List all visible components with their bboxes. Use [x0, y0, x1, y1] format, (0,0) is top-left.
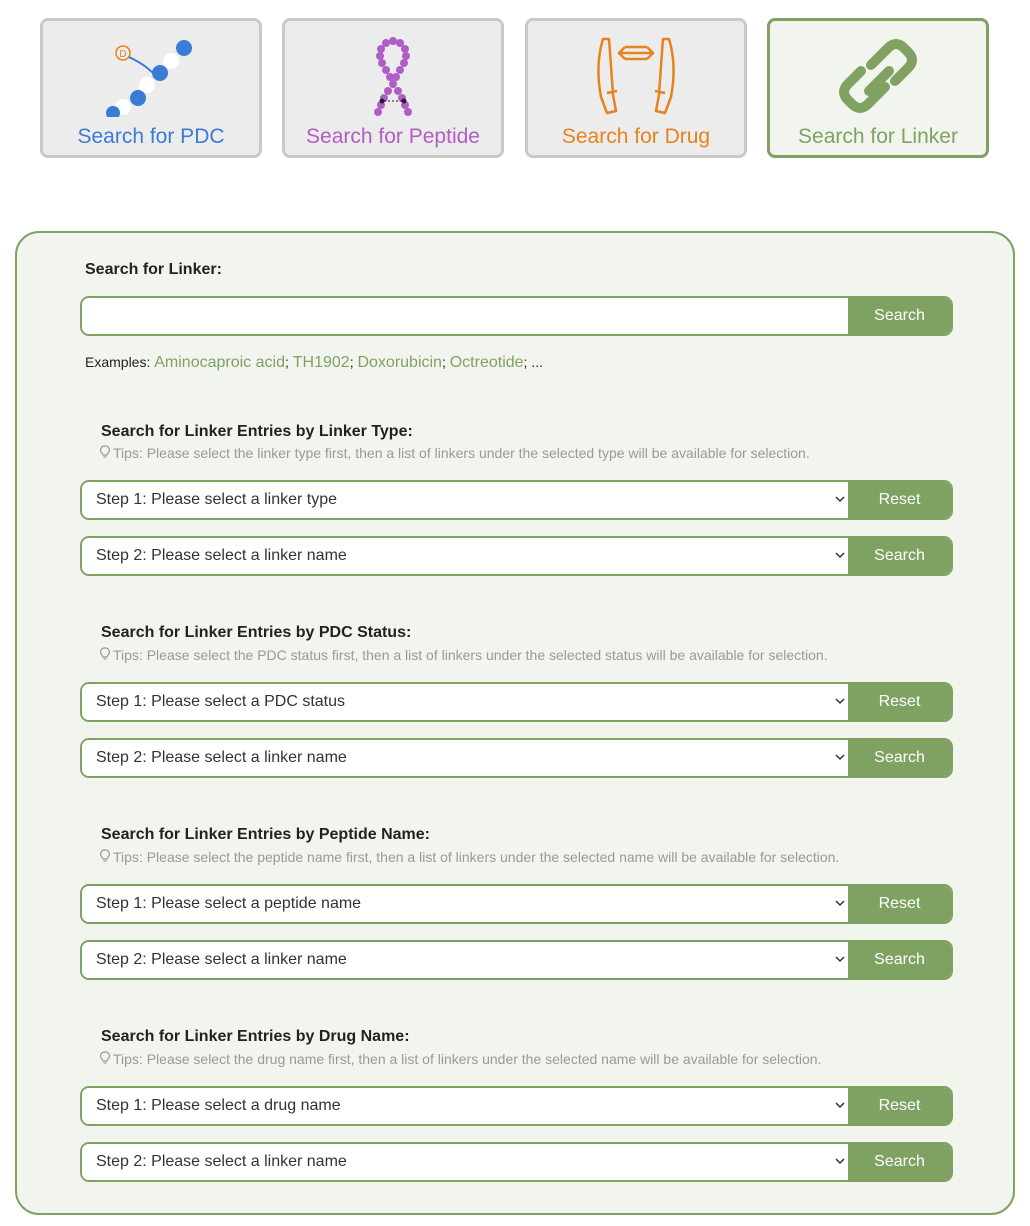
peptide-chain-icon: [285, 35, 501, 117]
chevron-down-icon: [834, 950, 846, 968]
search-category-tabs: [40, 18, 990, 158]
chain-link-icon: [770, 35, 986, 117]
reset-button[interactable]: Reset: [848, 886, 951, 922]
tab-search-linker[interactable]: [767, 18, 989, 158]
examples-label: Examples:: [85, 354, 151, 370]
search-button[interactable]: Search: [848, 1144, 951, 1180]
chevron-down-icon: [834, 692, 846, 710]
example-link[interactable]: Doxorubicin: [357, 354, 442, 371]
drug-name-select[interactable]: Step 1: Please select a drug name: [82, 1088, 850, 1124]
lightbulb-icon: [100, 647, 110, 660]
example-link[interactable]: TH1902: [292, 354, 350, 371]
tab-label: Search for Drug: [561, 125, 711, 148]
tip-pdc-status: Tips: Please select the PDC status first, then a list of linkers under the selected status will be available for selection.: [100, 647, 828, 663]
search-button[interactable]: Search: [848, 942, 951, 978]
tab-search-pdc[interactable]: [40, 18, 262, 158]
linker-search-panel: [15, 231, 1015, 1215]
chevron-down-icon: [834, 748, 846, 766]
linker-name-select[interactable]: Step 2: Please select a linker name: [82, 1144, 850, 1180]
chevron-down-icon: [834, 1152, 846, 1170]
linker-name-select[interactable]: Step 2: Please select a linker name: [82, 538, 850, 574]
reset-button[interactable]: Reset: [848, 1088, 951, 1124]
linker-type-step1-group: [80, 480, 953, 520]
tab-search-drug[interactable]: [525, 18, 747, 158]
reset-button[interactable]: Reset: [848, 684, 951, 720]
drug-name-step2-group: [80, 1142, 953, 1182]
reset-button[interactable]: Reset: [848, 482, 951, 518]
tip-drug-name: Tips: Please select the drug name first, then a list of linkers under the selected name will be available for selection.: [100, 1051, 821, 1067]
tip-linker-type: Tips: Please select the linker type first, then a list of linkers under the selected type will be available for selection.: [100, 445, 810, 461]
drug-pills-icon: [528, 35, 744, 117]
examples-line: Examples: Aminocaproic acid; TH1902; Doxorubicin; Octreotide; ...: [85, 354, 543, 371]
section-heading-peptide-name: Search for Linker Entries by Peptide Name:: [101, 826, 430, 843]
search-button[interactable]: Search: [848, 298, 951, 334]
chevron-down-icon: [834, 894, 846, 912]
chevron-down-icon: [834, 490, 846, 508]
lightbulb-icon: [100, 849, 110, 862]
example-link[interactable]: Octreotide: [449, 354, 524, 371]
pdc-status-step1-group: [80, 682, 953, 722]
linker-type-step2-group: [80, 536, 953, 576]
peptide-name-select[interactable]: Step 1: Please select a peptide name: [82, 886, 850, 922]
chevron-down-icon: [834, 546, 846, 564]
tab-label: Search for Linker: [798, 125, 958, 148]
example-link[interactable]: Aminocaproic acid: [154, 354, 285, 371]
chevron-down-icon: [834, 1096, 846, 1114]
linker-name-select[interactable]: Step 2: Please select a linker name: [82, 942, 850, 978]
linker-search-group: [80, 296, 953, 336]
svg-text:D: D: [119, 49, 127, 60]
search-button[interactable]: Search: [848, 740, 951, 776]
section-heading-drug-name: Search for Linker Entries by Drug Name:: [101, 1028, 410, 1045]
search-heading: Search for Linker:: [85, 261, 222, 278]
section-heading-linker-type: Search for Linker Entries by Linker Type:: [101, 423, 413, 440]
linker-name-select[interactable]: Step 2: Please select a linker name: [82, 740, 850, 776]
peptide-name-step1-group: [80, 884, 953, 924]
tip-peptide-name: Tips: Please select the peptide name first, then a list of linkers under the selected name will be available for selection.: [100, 849, 839, 865]
pdc-status-step2-group: [80, 738, 953, 778]
search-button[interactable]: Search: [848, 538, 951, 574]
linker-type-select[interactable]: Step 1: Please select a linker type: [82, 482, 850, 518]
examples-more: ...: [531, 354, 543, 370]
drug-name-step1-group: [80, 1086, 953, 1126]
tab-label: Search for PDC: [77, 125, 225, 148]
lightbulb-icon: [100, 445, 110, 458]
tab-label: Search for Peptide: [306, 125, 480, 148]
linker-search-input[interactable]: [82, 298, 850, 334]
lightbulb-icon: [100, 1051, 110, 1064]
tab-search-peptide[interactable]: [282, 18, 504, 158]
pdc-molecule-icon: [43, 35, 259, 117]
pdc-status-select[interactable]: Step 1: Please select a PDC status: [82, 684, 850, 720]
peptide-name-step2-group: [80, 940, 953, 980]
section-heading-pdc-status: Search for Linker Entries by PDC Status:: [101, 624, 412, 641]
